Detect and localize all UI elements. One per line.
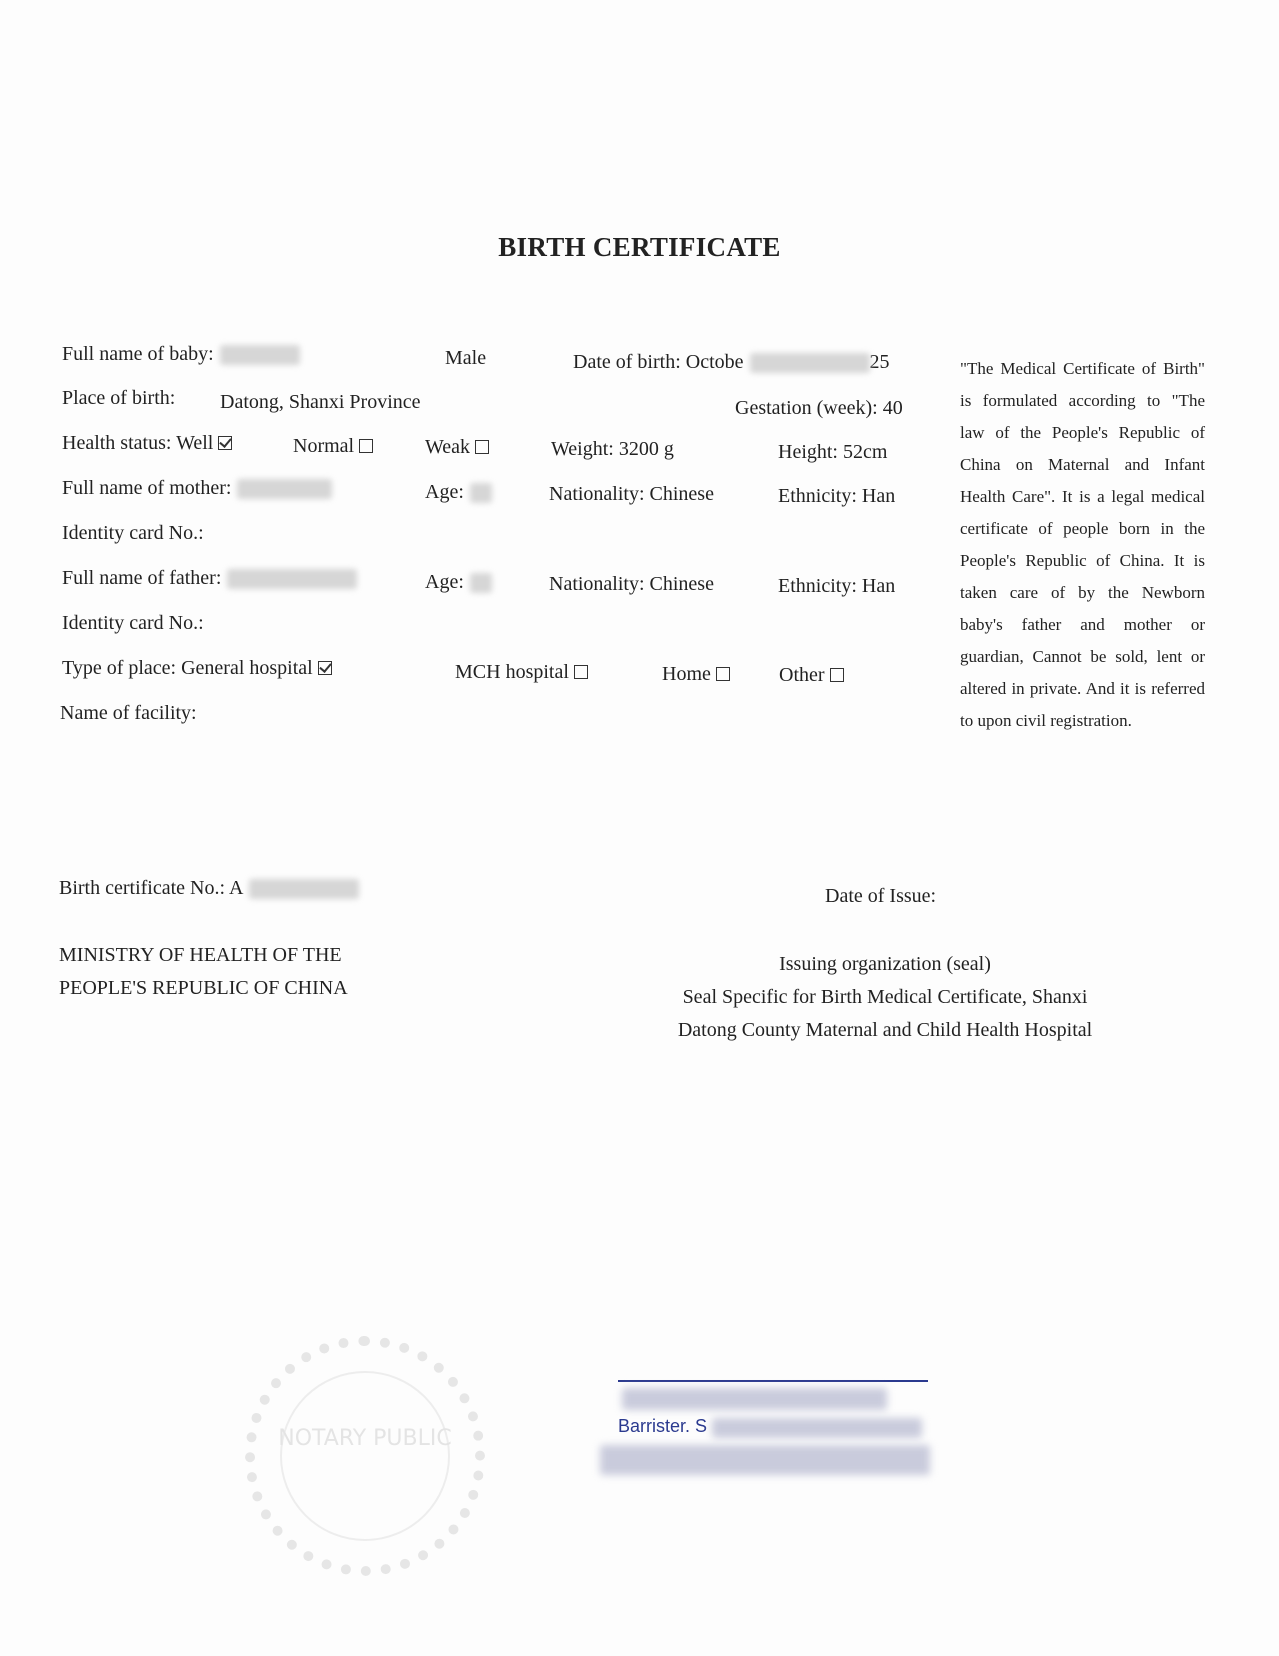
redacted-father-age xyxy=(470,573,492,593)
home-field xyxy=(662,662,730,686)
health-well-checkbox xyxy=(218,436,232,450)
date-of-issue-label: Date of Issue: xyxy=(825,885,937,907)
mch-hospital-checkbox xyxy=(574,665,588,679)
notary-seal xyxy=(245,1336,485,1576)
father-age-field xyxy=(425,570,492,594)
gestation: Gestation (week): 40 xyxy=(735,397,903,419)
health-weak-label: Weak xyxy=(425,436,471,458)
mother-age-field xyxy=(425,480,492,504)
redacted-stamp-line-1 xyxy=(622,1388,887,1410)
other-checkbox xyxy=(830,668,844,682)
ministry-line-2: PEOPLE'S REPUBLIC OF CHINA xyxy=(59,977,348,999)
redacted-mother-age xyxy=(470,483,492,503)
issuer-line-3: Datong County Maternal and Child Health Hospital xyxy=(677,1019,1093,1041)
other-field xyxy=(779,663,844,687)
general-hospital-checkbox xyxy=(318,661,332,675)
father-ethnicity: Ethnicity: Han xyxy=(778,575,896,597)
notary-stamp-text: Barrister. S xyxy=(618,1416,708,1436)
mother-nationality: Nationality: Chinese xyxy=(549,483,714,505)
baby-weight: Weight: 3200 g xyxy=(551,438,674,460)
baby-sex: Male xyxy=(445,347,487,369)
mch-hospital-field xyxy=(455,660,588,684)
baby-dob-tail: 25 xyxy=(869,351,890,373)
redacted-baby-name xyxy=(220,345,300,365)
mch-hospital-label: MCH hospital xyxy=(455,661,569,683)
facility-name-label: Name of facility: xyxy=(60,702,197,724)
ministry-line-1: MINISTRY OF HEALTH OF THE xyxy=(59,944,342,966)
health-status-field xyxy=(62,431,232,455)
baby-height: Height: 52cm xyxy=(778,441,888,463)
document-title: BIRTH CERTIFICATE xyxy=(498,232,781,262)
health-normal-checkbox xyxy=(359,439,373,453)
place-type-label: Type of place: General hospital xyxy=(62,657,313,679)
mother-name-label: Full name of mother: xyxy=(62,477,232,499)
mother-id-label: Identity card No.: xyxy=(62,522,204,544)
notary-seal-text: NOTARY PUBLIC xyxy=(278,1426,452,1451)
mother-name-field xyxy=(62,476,332,500)
issuer-block xyxy=(620,948,1150,1047)
redacted-father-name xyxy=(227,569,357,589)
place-of-birth-label: Place of birth: xyxy=(62,387,176,409)
health-normal-field xyxy=(293,434,373,458)
baby-dob-field xyxy=(573,350,890,374)
redacted-dob xyxy=(750,353,870,373)
place-type-field xyxy=(62,656,332,680)
redacted-stamp-line-2 xyxy=(712,1418,922,1438)
father-name-label: Full name of father: xyxy=(62,567,222,589)
baby-dob-label: Date of birth: Octobe xyxy=(573,351,744,373)
father-name-field xyxy=(62,566,357,590)
father-age-label: Age: xyxy=(425,571,464,593)
baby-name-label: Full name of baby: xyxy=(62,343,214,365)
redacted-stamp-line-3 xyxy=(600,1445,930,1475)
redacted-mother-name xyxy=(237,479,332,499)
legal-notice: "The Medical Certificate of Birth" is formulated according to "The law of the People's Republic of China on Maternal and Infant Health Care". It is a legal medical certificate of people born in the People's Republic of China. It is taken care of by the Newborn baby's father and mother or guardian, Cannot be sold, lent or altered in private. And it is referred to upon civil registration. xyxy=(960,359,1205,730)
father-nationality: Nationality: Chinese xyxy=(549,573,714,595)
issuer-line-2: Seal Specific for Birth Medical Certificate, Shanxi xyxy=(682,986,1088,1008)
mother-ethnicity: Ethnicity: Han xyxy=(778,485,896,507)
father-id-label: Identity card No.: xyxy=(62,612,204,634)
home-label: Home xyxy=(662,663,711,685)
mother-age-label: Age: xyxy=(425,481,464,503)
redacted-certificate-number xyxy=(249,879,359,899)
certificate-number-label: Birth certificate No.: A xyxy=(59,877,244,899)
other-label: Other xyxy=(779,664,825,686)
health-weak-field xyxy=(425,435,489,459)
notary-seal-inner-ring xyxy=(280,1371,450,1541)
place-of-birth-value: Datong, Shanxi Province xyxy=(220,391,421,413)
issuer-line-1: Issuing organization (seal) xyxy=(779,953,991,975)
home-checkbox xyxy=(716,667,730,681)
baby-name-field xyxy=(62,342,300,366)
health-normal-label: Normal xyxy=(293,435,355,457)
notary-stamp-rule xyxy=(618,1380,928,1382)
certificate-number-field xyxy=(59,876,359,900)
health-status-label: Health status: Well xyxy=(62,432,214,454)
health-weak-checkbox xyxy=(475,440,489,454)
